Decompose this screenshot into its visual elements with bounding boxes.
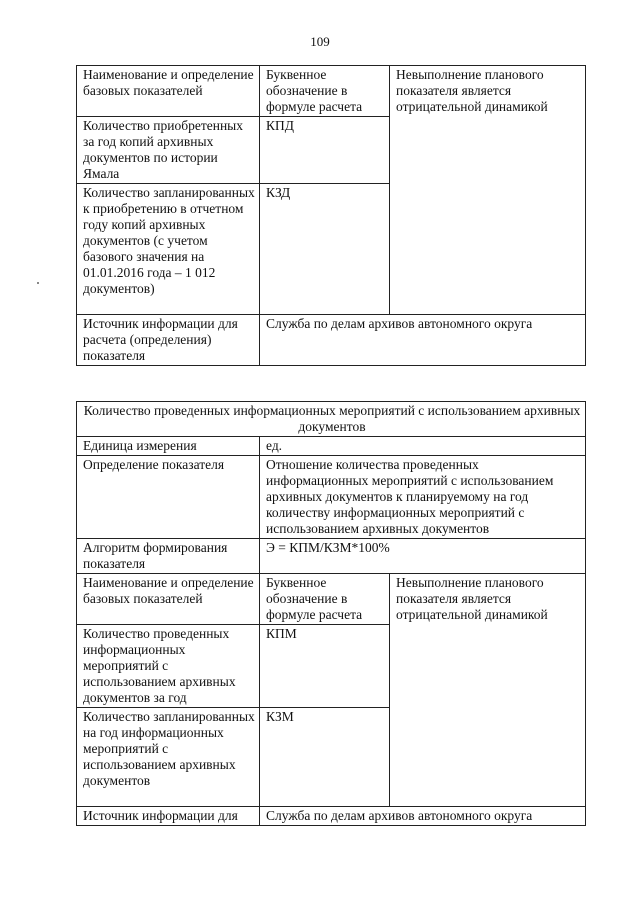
source-value-cell: Служба по делам архивов автономного округа (260, 315, 586, 366)
source-value-cell: Служба по делам архивов автономного округа (260, 807, 586, 826)
header-cell-note: Невыполнение планового показателя является отрицательной динамикой (390, 66, 586, 315)
header-cell-base-indicators: Наименование и определение базовых показателей (77, 66, 260, 117)
indicator-table-1 (76, 65, 586, 366)
row-code-cell: КЗМ (260, 708, 390, 807)
unit-value: ед. (260, 437, 586, 456)
page-number: 109 (310, 34, 330, 49)
source-label-cell: Источник информации для (77, 807, 260, 826)
row-name-cell: Количество запланированных на год информационных мероприятий с использованием архивных документов (77, 708, 260, 807)
algorithm-label: Алгоритм формирования показателя (77, 539, 260, 574)
definition-value: Отношение количества проведенных информационных мероприятий с использованием архивных документов к планируемому на год количеству информационных мероприятий с использованием архивных документов (260, 456, 586, 539)
row-name-cell: Количество приобретенных за год копий архивных документов по истории Ямала (77, 117, 260, 184)
header-cell-note: Невыполнение планового показателя является отрицательной динамикой (390, 574, 586, 807)
unit-label: Единица измерения (77, 437, 260, 456)
indicator-table-2 (76, 401, 586, 826)
table-header-row (77, 574, 586, 625)
definition-label: Определение показателя (77, 456, 260, 539)
unit-row (77, 437, 586, 456)
source-row (77, 315, 586, 366)
algorithm-formula: Э = КПМ/КЗМ*100% (260, 539, 586, 574)
source-label-cell: Источник информации для расчета (определения) показателя (77, 315, 260, 366)
table-header-row (77, 66, 586, 117)
row-code-cell: КЗД (260, 184, 390, 315)
scan-speck (37, 282, 39, 284)
indicator-title: Количество проведенных информационных мероприятий с использованием архивных документов (77, 402, 586, 437)
row-name-cell: Количество запланированных к приобретению в отчетном году копий архивных документов (с учетом базового значения на 01.01.2016 года – 1 012 документов) (77, 184, 260, 315)
header-cell-base-indicators: Наименование и определение базовых показателей (77, 574, 260, 625)
header-cell-letter-code: Буквенное обозначение в формуле расчета (260, 66, 390, 117)
row-code-cell: КПМ (260, 625, 390, 708)
algorithm-row (77, 539, 586, 574)
row-code-cell: КПД (260, 117, 390, 184)
row-name-cell: Количество проведенных информационных мероприятий с использованием архивных документов за год (77, 625, 260, 708)
header-cell-letter-code: Буквенное обозначение в формуле расчета (260, 574, 390, 625)
indicator-title-row (77, 402, 586, 437)
definition-row (77, 456, 586, 539)
source-row (77, 807, 586, 826)
